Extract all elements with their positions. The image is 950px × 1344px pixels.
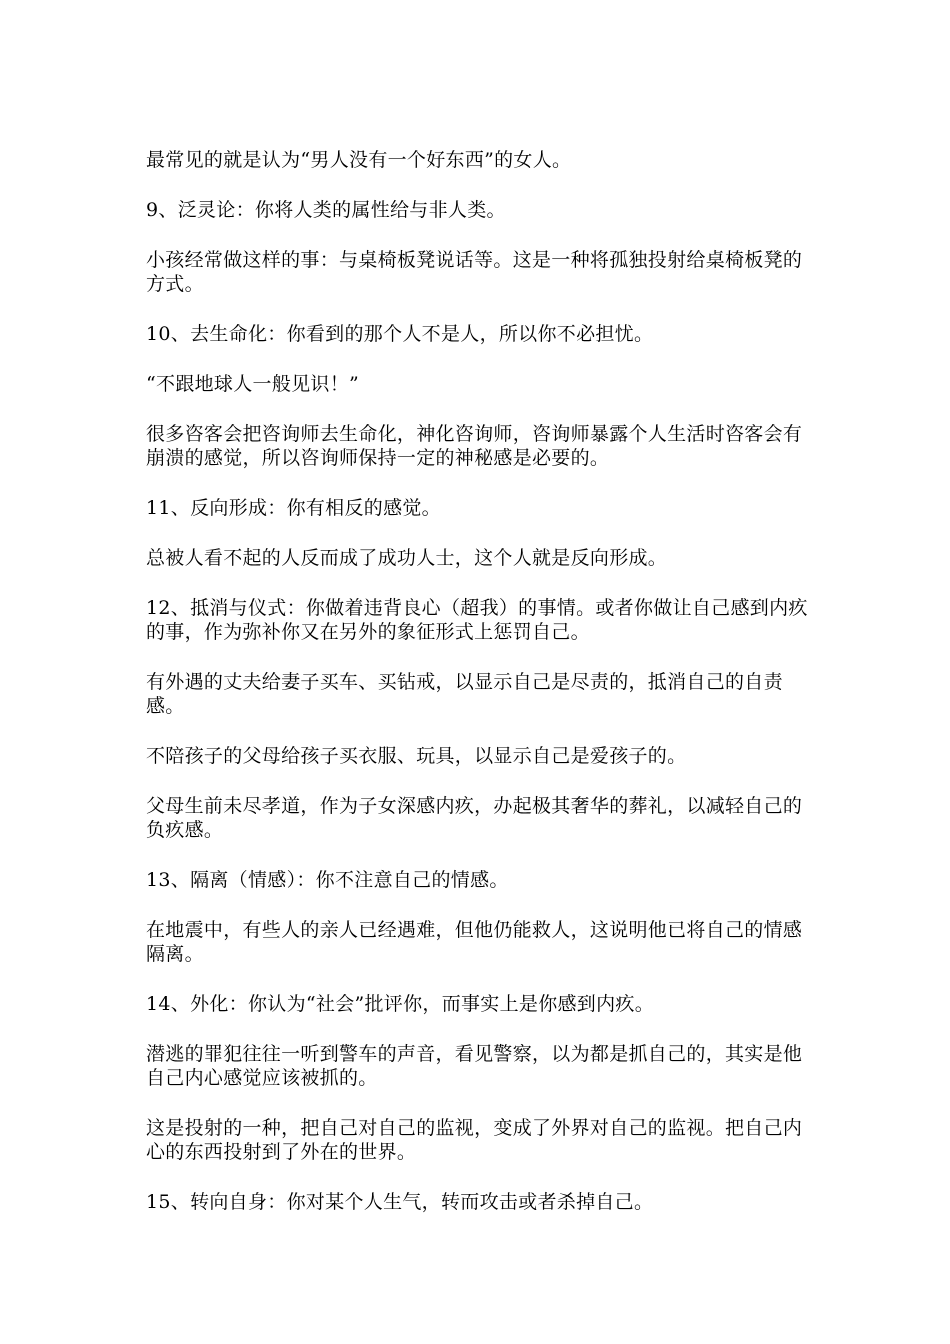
- paragraph-undoing-example-1: 有外遇的丈夫给妻子买车、买钻戒，以显示自己是尽责的，抵消自己的自责感。: [146, 671, 783, 717]
- paragraph-externalization-explanation: 这是投射的一种，把自己对自己的监视，变成了外界对自己的监视。把自己内心的东西投射到了外在的世界。: [146, 1117, 803, 1163]
- heading-animism: 9、泛灵论：你将人类的属性给与非人类。: [146, 199, 506, 221]
- heading-reaction-formation: 11、反向形成：你有相反的感觉。: [146, 497, 441, 519]
- paragraph-intro-example: 最常见的就是认为“男人没有一个好东西”的女人。: [146, 149, 572, 171]
- paragraph-isolation-example: 在地震中，有些人的亲人已经遇难，但他仍能救人，这说明他已将自己的情感隔离。: [146, 919, 803, 965]
- heading-dehumanization: 10、去生命化：你看到的那个人不是人，所以你不必担忧。: [146, 323, 654, 345]
- paragraph-reaction-formation-example: 总被人看不起的人反而成了成功人士，这个人就是反向形成。: [146, 547, 668, 569]
- paragraph-undoing-example-3: 父母生前未尽孝道，作为子女深感内疚，办起极其奢华的葬礼，以减轻自己的负疚感。: [146, 795, 803, 841]
- heading-externalization: 14、外化：你认为“社会”批评你，而事实上是你感到内疚。: [146, 993, 655, 1015]
- paragraph-dehumanization-quote: “不跟地球人一般见识！”: [146, 373, 360, 395]
- paragraph-externalization-example: 潜逃的罪犯往往一听到警车的声音，看见警察，以为都是抓自己的，其实是他自己内心感觉应该被抓的。: [146, 1043, 803, 1089]
- paragraph-animism-example: 小孩经常做这样的事：与桌椅板凳说话等。这是一种将孤独投射给桌椅板凳的方式。: [146, 249, 803, 295]
- paragraph-dehumanization-example: 很多咨客会把咨询师去生命化，神化咨询师，咨询师暴露个人生活时咨客会有崩溃的感觉，所以咨询师保持一定的神秘感是必要的。: [146, 423, 803, 469]
- document-body: [146, 148, 810, 1240]
- heading-isolation: 13、隔离（情感）：你不注意自己的情感。: [146, 869, 509, 891]
- heading-turning-against-self: 15、转向自身：你对某个人生气，转而攻击或者杀掉自己。: [146, 1191, 654, 1213]
- heading-undoing-ritual: 12、抵消与仪式：你做着违背良心（超我）的事情。或者你做让自己感到内疚的事，作为弥补你又在另外的象征形式上惩罚自己。: [146, 597, 808, 643]
- paragraph-undoing-example-2: 不陪孩子的父母给孩子买衣服、玩具，以显示自己是爱孩子的。: [146, 745, 687, 767]
